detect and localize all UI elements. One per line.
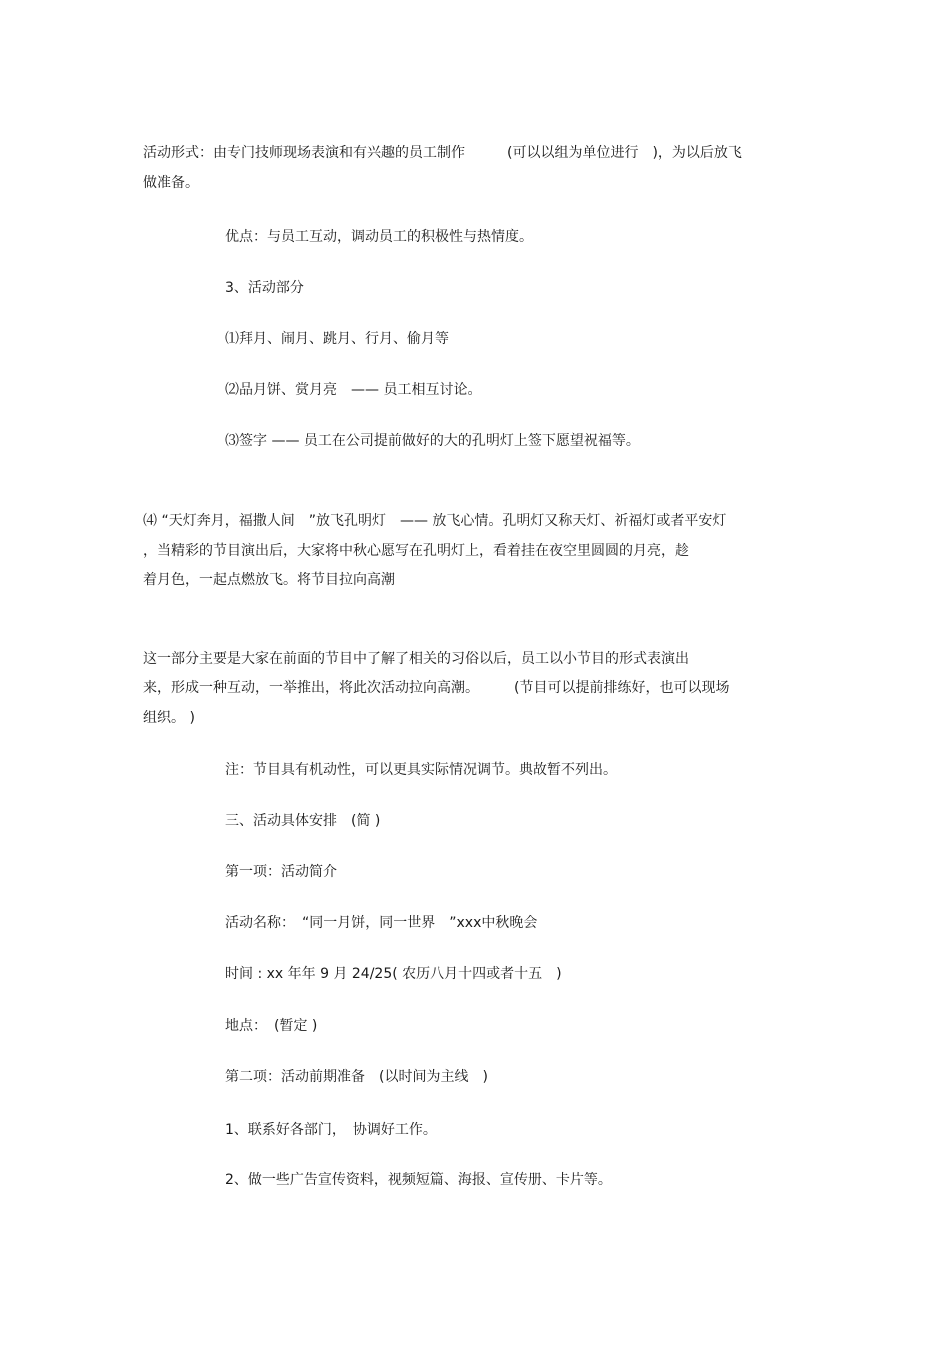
paragraph-note: 注：节目具有机动性，可以更具实际情况调节。典故暂不列出。: [225, 762, 617, 778]
paragraph-activity-name: 活动名称： “同一月饼，同一世界 ”xxx中秋晚会: [225, 915, 538, 931]
list-item-4: ⑷ “天灯奔月，福撒人间 ”放飞孔明灯 —— 放飞心情。孔明灯又称天灯、祈福灯或者平安灯: [143, 513, 727, 529]
paragraph-summary-cont-2: 组织。 ): [143, 710, 195, 726]
list-item-2: ⑵品月饼、赏月亮 —— 员工相互讨论。: [225, 382, 482, 398]
list-item-contact: 1、联系好各部门， 协调好工作。: [225, 1122, 437, 1138]
list-item-4-cont-1: ，当精彩的节目演出后，大家将中秋心愿写在孔明灯上，看着挂在夜空里圆圆的月亮，趁: [143, 543, 689, 559]
list-item-1: ⑴拜月、闹月、跳月、行月、偷月等: [225, 331, 449, 347]
heading-item-one: 第一项：活动简介: [225, 864, 337, 880]
heading-activity-part: 3、活动部分: [225, 280, 304, 296]
paragraph-summary: 这一部分主要是大家在前面的节目中了解了相关的习俗以后，员工以小节目的形式表演出: [143, 651, 689, 667]
list-item-materials: 2、做一些广告宣传资料，视频短篇、海报、宣传册、卡片等。: [225, 1172, 612, 1188]
paragraph-advantage: 优点：与员工互动，调动员工的积极性与热情度。: [225, 229, 533, 245]
paragraph-activity-form-cont: 做准备。: [143, 175, 199, 191]
paragraph-summary-cont-1: 来，形成一种互动，一举推出，将此次活动拉向高潮。 (节目可以提前排练好，也可以现场: [143, 680, 730, 696]
list-item-4-cont-2: 着月色，一起点燃放飞。将节目拉向高潮: [143, 572, 395, 588]
heading-item-two: 第二项：活动前期准备 (以时间为主线 ): [225, 1069, 488, 1085]
paragraph-time: 时间 : xx 年年 9 月 24/25( 农历八月十四或者十五 ): [225, 966, 562, 982]
heading-schedule: 三、活动具体安排 (简 ): [225, 813, 381, 829]
paragraph-activity-form: 活动形式：由专门技师现场表演和有兴趣的员工制作 (可以以组为单位进行 )，为以后放飞: [143, 145, 742, 161]
list-item-3: ⑶签字 —— 员工在公司提前做好的大的孔明灯上签下愿望祝福等。: [225, 433, 640, 449]
paragraph-location: 地点： (暂定 ): [225, 1018, 318, 1034]
